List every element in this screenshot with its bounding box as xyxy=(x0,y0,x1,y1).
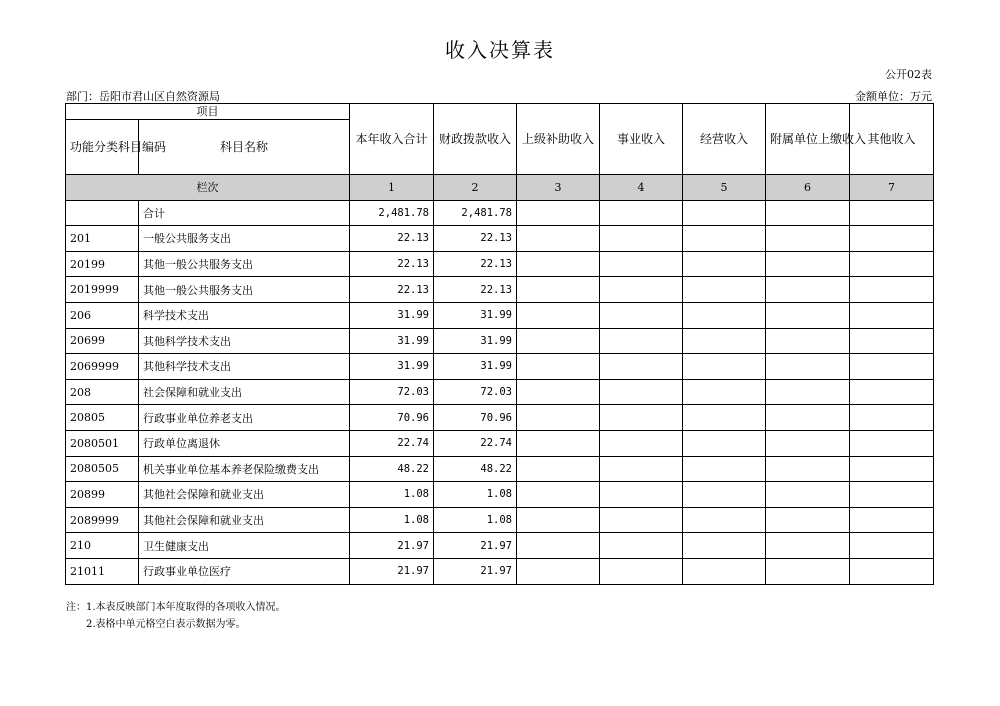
table-row xyxy=(66,533,934,559)
row-other xyxy=(850,200,934,226)
row-business xyxy=(600,456,683,482)
row-total: 70.96 xyxy=(350,405,434,431)
row-code: 20199 xyxy=(66,251,139,277)
table-row xyxy=(66,482,934,508)
table-row xyxy=(66,558,934,584)
row-fiscal: 2,481.78 xyxy=(434,200,517,226)
row-name: 科学技术支出 xyxy=(139,302,350,328)
row-name: 其他科学技术支出 xyxy=(139,354,350,380)
row-fiscal: 1.08 xyxy=(434,507,517,533)
row-fiscal: 22.13 xyxy=(434,277,517,303)
row-business xyxy=(600,302,683,328)
row-name: 行政事业单位医疗 xyxy=(139,558,350,584)
column-index: 4 xyxy=(600,175,683,201)
row-fiscal: 21.97 xyxy=(434,533,517,559)
row-other xyxy=(850,456,934,482)
column-index: 7 xyxy=(850,175,934,201)
row-fiscal: 70.96 xyxy=(434,405,517,431)
row-total: 22.13 xyxy=(350,251,434,277)
row-superior xyxy=(517,277,600,303)
row-total: 31.99 xyxy=(350,354,434,380)
amount-unit-label: 金额单位：万元 xyxy=(855,90,932,103)
header-affiliated: 附属单位上缴收入 xyxy=(766,104,850,175)
column-index-label: 栏次 xyxy=(66,175,350,201)
row-superior xyxy=(517,507,600,533)
table-row xyxy=(66,277,934,303)
row-total: 21.97 xyxy=(350,558,434,584)
table-row xyxy=(66,430,934,456)
row-operating xyxy=(683,251,766,277)
row-fiscal: 1.08 xyxy=(434,482,517,508)
row-superior xyxy=(517,302,600,328)
row-total: 31.99 xyxy=(350,302,434,328)
row-superior xyxy=(517,430,600,456)
column-index: 1 xyxy=(350,175,434,201)
row-affiliated xyxy=(766,251,850,277)
row-operating xyxy=(683,226,766,252)
row-business xyxy=(600,533,683,559)
row-code: 2080501 xyxy=(66,430,139,456)
row-operating xyxy=(683,405,766,431)
header-other: 其他收入 xyxy=(850,104,934,175)
department-label: 部门：岳阳市君山区自然资源局 xyxy=(66,90,220,103)
table-row xyxy=(66,379,934,405)
column-index: 3 xyxy=(517,175,600,201)
form-code: 公开02表 xyxy=(885,68,932,81)
row-superior xyxy=(517,456,600,482)
row-superior xyxy=(517,482,600,508)
row-business xyxy=(600,379,683,405)
row-superior xyxy=(517,379,600,405)
row-total: 22.13 xyxy=(350,226,434,252)
row-fiscal: 22.13 xyxy=(434,251,517,277)
row-business xyxy=(600,328,683,354)
row-operating xyxy=(683,354,766,380)
row-affiliated xyxy=(766,226,850,252)
row-operating xyxy=(683,430,766,456)
row-operating xyxy=(683,328,766,354)
row-name: 合计 xyxy=(139,200,350,226)
table-row xyxy=(66,226,934,252)
row-name: 机关事业单位基本养老保险缴费支出 xyxy=(139,456,350,482)
row-name: 一般公共服务支出 xyxy=(139,226,350,252)
row-affiliated xyxy=(766,533,850,559)
table-row xyxy=(66,405,934,431)
row-affiliated xyxy=(766,456,850,482)
header-operating: 经营收入 xyxy=(683,104,766,175)
row-superior xyxy=(517,226,600,252)
table-row xyxy=(66,200,934,226)
row-fiscal: 31.99 xyxy=(434,302,517,328)
row-total: 48.22 xyxy=(350,456,434,482)
row-name: 卫生健康支出 xyxy=(139,533,350,559)
header-name: 科目名称 xyxy=(139,120,350,175)
row-code: 20899 xyxy=(66,482,139,508)
row-code: 206 xyxy=(66,302,139,328)
row-total: 21.97 xyxy=(350,533,434,559)
row-code: 20805 xyxy=(66,405,139,431)
row-operating xyxy=(683,533,766,559)
row-total: 72.03 xyxy=(350,379,434,405)
row-code: 21011 xyxy=(66,558,139,584)
column-index: 6 xyxy=(766,175,850,201)
row-total: 1.08 xyxy=(350,482,434,508)
row-operating xyxy=(683,302,766,328)
row-operating xyxy=(683,456,766,482)
row-affiliated xyxy=(766,430,850,456)
row-superior xyxy=(517,533,600,559)
row-superior xyxy=(517,200,600,226)
row-name: 其他社会保障和就业支出 xyxy=(139,482,350,508)
row-total: 1.08 xyxy=(350,507,434,533)
header-business: 事业收入 xyxy=(600,104,683,175)
row-affiliated xyxy=(766,277,850,303)
row-superior xyxy=(517,328,600,354)
row-business xyxy=(600,226,683,252)
row-affiliated xyxy=(766,482,850,508)
row-other xyxy=(850,379,934,405)
footnote-1: 注：1.本表反映部门本年度取得的各项收入情况。 xyxy=(66,602,286,613)
column-index: 2 xyxy=(434,175,517,201)
row-operating xyxy=(683,507,766,533)
row-other xyxy=(850,558,934,584)
row-other xyxy=(850,507,934,533)
row-fiscal: 22.74 xyxy=(434,430,517,456)
row-other xyxy=(850,226,934,252)
row-code: 2089999 xyxy=(66,507,139,533)
row-code: 2019999 xyxy=(66,277,139,303)
header-fiscal: 财政拨款收入 xyxy=(434,104,517,175)
row-other xyxy=(850,482,934,508)
row-superior xyxy=(517,251,600,277)
row-total: 22.74 xyxy=(350,430,434,456)
row-affiliated xyxy=(766,405,850,431)
row-other xyxy=(850,405,934,431)
row-other xyxy=(850,533,934,559)
row-total: 2,481.78 xyxy=(350,200,434,226)
row-affiliated xyxy=(766,328,850,354)
row-affiliated xyxy=(766,354,850,380)
table-row xyxy=(66,328,934,354)
row-code: 2069999 xyxy=(66,354,139,380)
table-row xyxy=(66,251,934,277)
table-row xyxy=(66,507,934,533)
row-name: 其他一般公共服务支出 xyxy=(139,251,350,277)
row-business xyxy=(600,354,683,380)
row-total: 22.13 xyxy=(350,277,434,303)
header-superior: 上级补助收入 xyxy=(517,104,600,175)
row-operating xyxy=(683,200,766,226)
row-other xyxy=(850,354,934,380)
row-code: 2080505 xyxy=(66,456,139,482)
header-code: 功能分类科目编码 xyxy=(66,120,139,175)
footnote-2: 2.表格中单元格空白表示数据为零。 xyxy=(86,619,246,630)
row-code: 208 xyxy=(66,379,139,405)
table-row xyxy=(66,456,934,482)
report-title: 收入决算表 xyxy=(445,38,555,62)
row-business xyxy=(600,482,683,508)
row-other xyxy=(850,430,934,456)
footnotes xyxy=(66,599,286,633)
row-business xyxy=(600,277,683,303)
row-operating xyxy=(683,482,766,508)
header-total: 本年收入合计 xyxy=(350,104,434,175)
row-superior xyxy=(517,558,600,584)
row-code: 20699 xyxy=(66,328,139,354)
row-operating xyxy=(683,558,766,584)
row-business xyxy=(600,558,683,584)
row-code xyxy=(66,200,139,226)
row-name: 其他社会保障和就业支出 xyxy=(139,507,350,533)
row-affiliated xyxy=(766,507,850,533)
row-affiliated xyxy=(766,200,850,226)
row-superior xyxy=(517,354,600,380)
row-fiscal: 72.03 xyxy=(434,379,517,405)
row-operating xyxy=(683,379,766,405)
row-fiscal: 48.22 xyxy=(434,456,517,482)
table-row xyxy=(66,354,934,380)
row-name: 行政事业单位养老支出 xyxy=(139,405,350,431)
income-table xyxy=(65,103,934,585)
row-other xyxy=(850,302,934,328)
row-business xyxy=(600,251,683,277)
column-index: 5 xyxy=(683,175,766,201)
row-other xyxy=(850,277,934,303)
row-code: 210 xyxy=(66,533,139,559)
table-row xyxy=(66,302,934,328)
row-affiliated xyxy=(766,379,850,405)
row-fiscal: 21.97 xyxy=(434,558,517,584)
header-project: 项目 xyxy=(66,104,350,120)
row-other xyxy=(850,251,934,277)
row-name: 行政单位离退休 xyxy=(139,430,350,456)
row-fiscal: 22.13 xyxy=(434,226,517,252)
row-code: 201 xyxy=(66,226,139,252)
row-superior xyxy=(517,405,600,431)
row-business xyxy=(600,405,683,431)
row-operating xyxy=(683,277,766,303)
row-business xyxy=(600,507,683,533)
row-name: 其他一般公共服务支出 xyxy=(139,277,350,303)
row-business xyxy=(600,200,683,226)
row-fiscal: 31.99 xyxy=(434,354,517,380)
row-other xyxy=(850,328,934,354)
row-affiliated xyxy=(766,302,850,328)
row-fiscal: 31.99 xyxy=(434,328,517,354)
row-name: 社会保障和就业支出 xyxy=(139,379,350,405)
row-total: 31.99 xyxy=(350,328,434,354)
row-name: 其他科学技术支出 xyxy=(139,328,350,354)
row-business xyxy=(600,430,683,456)
row-affiliated xyxy=(766,558,850,584)
